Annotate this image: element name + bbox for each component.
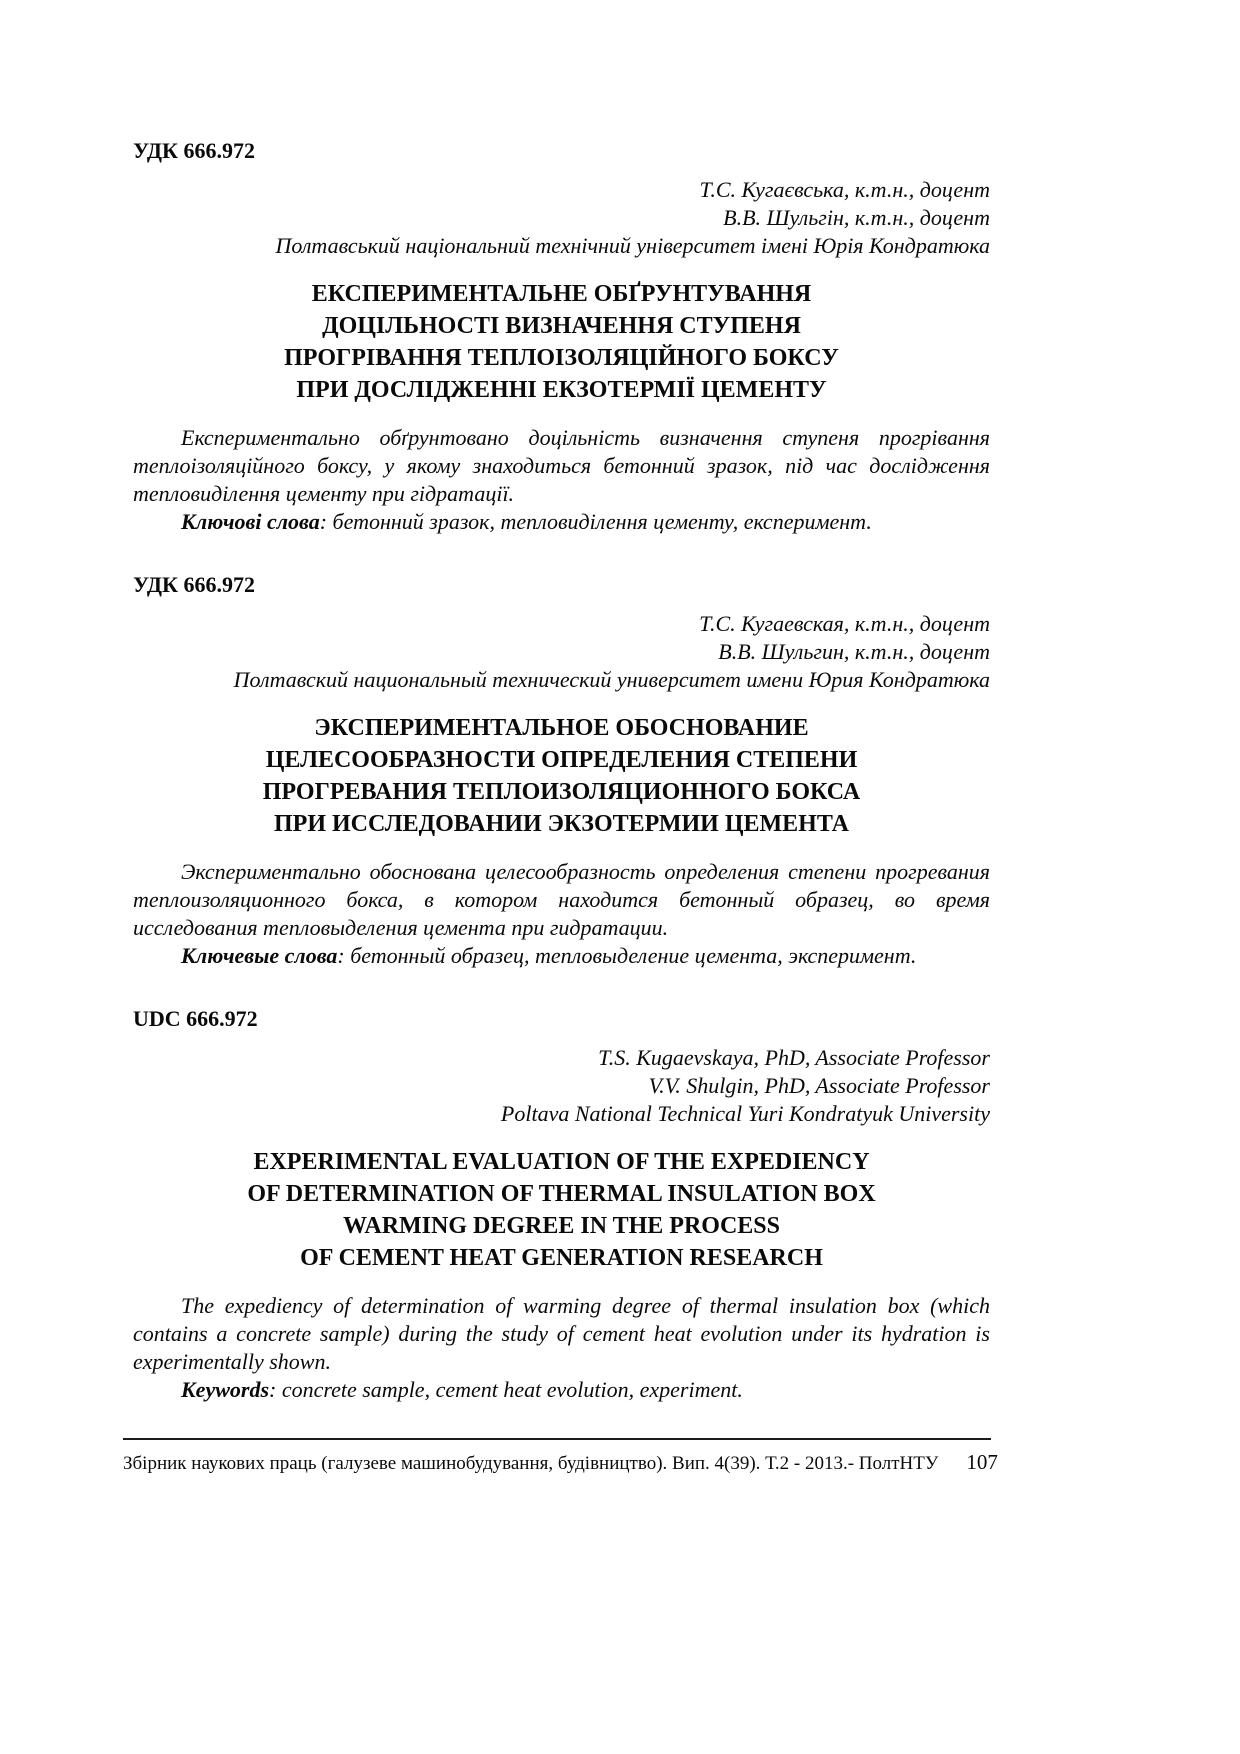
title-line: ДОЦІЛЬНОСТІ ВИЗНАЧЕННЯ СТУПЕНЯ bbox=[322, 313, 801, 339]
section-ukrainian bbox=[133, 138, 990, 536]
affiliation-line: Полтавський національний технічний університет імені Юрія Кондратюка bbox=[275, 233, 990, 258]
affiliation-line: Poltava National Technical Yuri Kondratyuk University bbox=[500, 1101, 990, 1126]
article-title bbox=[133, 712, 990, 840]
title-line: ПРИ ДОСЛІДЖЕННІ ЕКЗОТЕРМІЇ ЦЕМЕНТУ bbox=[296, 377, 827, 403]
udc-code: УДК 666.972 bbox=[133, 138, 256, 163]
keywords-label: Ключевые слова bbox=[181, 943, 338, 968]
article-title bbox=[133, 278, 990, 406]
keywords-text: : бетонний зразок, тепловиділення цементу, експеримент. bbox=[319, 509, 872, 534]
affiliation-line: Полтавский национальный технический университет имени Юрия Кондратюка bbox=[233, 667, 990, 692]
keywords-line bbox=[133, 1376, 990, 1404]
title-line: OF CEMENT HEAT GENERATION RESEARCH bbox=[300, 1245, 823, 1271]
author-line: V.V. Shulgin, PhD, Associate Professor bbox=[648, 1073, 990, 1098]
abstract-text: Экспериментально обоснована целесообразность определения степени прогревания теплоизоляционного бокса, в котором находится бетонный образец, во время исследования тепловыделения цемента при гидратации. bbox=[133, 859, 990, 940]
authors-block bbox=[133, 610, 990, 694]
footer-citation: Збірник наукових праць (галузеве машинобудування, будівництво). Вип. 4(39). Т.2 - 2013.- ПолтНТУ bbox=[123, 1453, 939, 1474]
authors-block bbox=[133, 176, 990, 260]
title-line: OF DETERMINATION OF THERMAL INSULATION BOX bbox=[247, 1181, 876, 1207]
title-line: ПРОГРЕВАНИЯ ТЕПЛОИЗОЛЯЦИОННОГО БОКСА bbox=[262, 779, 861, 805]
abstract-text: Експериментально обґрунтовано доцільність визначення ступеня прогрівання теплоізоляційного боксу, у якому знаходиться бетонний зразок, під час дослідження тепловиділення цементу при гідратації. bbox=[133, 425, 990, 506]
author-line: Т.С. Кугаєвська, к.т.н., доцент bbox=[699, 177, 990, 202]
page-number: 107 bbox=[966, 1450, 998, 1474]
keywords-line bbox=[133, 942, 990, 970]
section-english bbox=[133, 1006, 990, 1404]
author-line: Т.С. Кугаевская, к.т.н., доцент bbox=[699, 611, 990, 636]
title-line: EXPERIMENTAL EVALUATION OF THE EXPEDIENCY bbox=[253, 1149, 870, 1175]
page-footer bbox=[123, 1438, 998, 1477]
authors-block bbox=[133, 1044, 990, 1128]
author-line: T.S. Kugaevskaya, PhD, Associate Professor bbox=[598, 1045, 990, 1070]
abstract-text: The expediency of determination of warming degree of thermal insulation box (which contains a concrete sample) during the study of cement heat evolution under its hydration is experimentally shown. bbox=[133, 1293, 990, 1374]
keywords-line bbox=[133, 508, 990, 536]
title-line: ПРОГРІВАННЯ ТЕПЛОІЗОЛЯЦІЙНОГО БОКСУ bbox=[284, 345, 839, 371]
author-line: В.В. Шульгін, к.т.н., доцент bbox=[723, 205, 990, 230]
keywords-label: Keywords bbox=[181, 1377, 269, 1402]
keywords-label: Ключові слова bbox=[181, 509, 320, 534]
udc-code: UDC 666.972 bbox=[133, 1006, 258, 1031]
title-line: WARMING DEGREE IN THE PROCESS bbox=[343, 1213, 780, 1239]
title-line: ЦЕЛЕСООБРАЗНОСТИ ОПРЕДЕЛЕНИЯ СТЕПЕНИ bbox=[265, 747, 858, 773]
title-line: ЕКСПЕРИМЕНТАЛЬНЕ ОБҐРУНТУВАННЯ bbox=[311, 281, 812, 307]
udc-code: УДК 666.972 bbox=[133, 572, 256, 597]
title-line: ЭКСПЕРИМЕНТАЛЬНОЕ ОБОСНОВАНИЕ bbox=[314, 715, 809, 741]
section-russian bbox=[133, 572, 990, 970]
title-line: ПРИ ИССЛЕДОВАНИИ ЭКЗОТЕРМИИ ЦЕМЕНТА bbox=[273, 811, 849, 837]
keywords-text: : бетонный образец, тепловыделение цемента, эксперимент. bbox=[337, 943, 917, 968]
article-title bbox=[133, 1146, 990, 1274]
keywords-text: : concrete sample, cement heat evolution, experiment. bbox=[269, 1377, 743, 1402]
author-line: В.В. Шульгин, к.т.н., доцент bbox=[718, 639, 990, 664]
